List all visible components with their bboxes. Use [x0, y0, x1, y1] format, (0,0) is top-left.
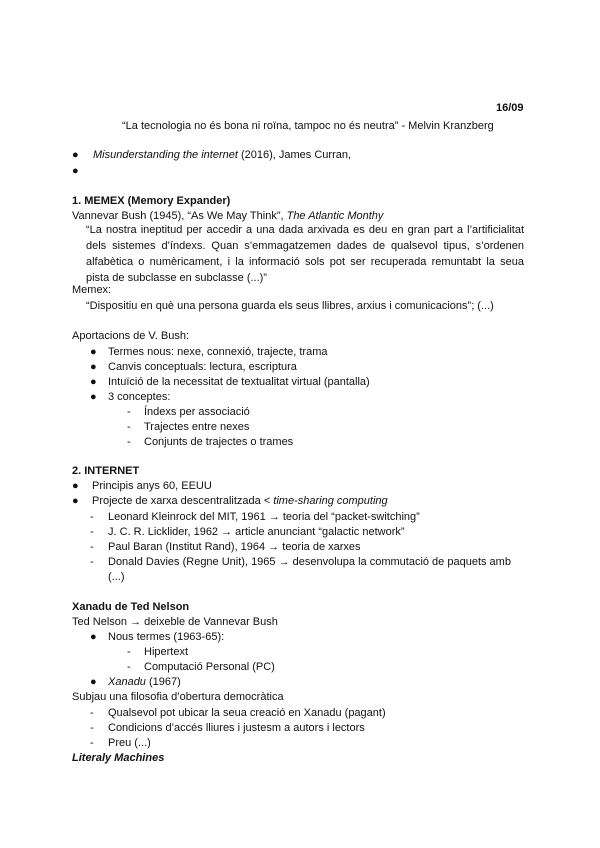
section-heading-memex: 1. MEMEX (Memory Expander): [72, 195, 231, 207]
sublist-item: Leonard Kleinrock del MIT, 1961 → teoria del “packet-switching”: [108, 511, 420, 523]
list-item: Nous termes (1963-65):: [108, 631, 225, 643]
memex-quote: “La nostra ineptitud per accedir a una dada arxivada es deu en gran part a l’artificialitat dels sistemes d’índexs. Quan s’emmagatzemen dades de qualsevol tipus, s’ordenen alfabètica o numèricament, i la informació sols pot ser recuperada remuntabt la seua pista de subclasse en subclasse (...)”: [86, 224, 524, 284]
list-item: Termes nous: nexe, connexió, trajecte, trama: [108, 346, 328, 358]
list-item: [92, 495, 388, 507]
bullet-icon: ●: [90, 346, 97, 358]
sublist-item: Paul Baran (Institut Rand), 1964 → teoria de xarxes: [108, 541, 361, 553]
list-item: 3 conceptes:: [108, 391, 171, 403]
reference-item: [93, 149, 351, 161]
bullet-icon: ●: [90, 361, 97, 373]
bullet-icon: ●: [90, 676, 97, 688]
section-heading-xanadu: Xanadu de Ted Nelson: [72, 601, 190, 613]
sublist-item: Condicions d’accés lliures i justesm a autors i lectors: [108, 722, 365, 734]
list-item-text: (1967): [145, 676, 181, 688]
list-item-italic: Xanadu: [108, 676, 146, 688]
dash-icon: -: [127, 406, 131, 418]
epigraph: “La tecnologia no és bona ni roïna, tampoc no és neutra” - Melvin Kranzberg: [122, 120, 494, 132]
list-item: Intuïció de la necessitat de textualitat virtual (pantalla): [108, 376, 370, 388]
dash-icon: -: [127, 421, 131, 433]
sublist-item: Hipertext: [144, 646, 189, 658]
bullet-icon: ●: [90, 391, 97, 403]
sublist-item: J. C. R. Licklider, 1962 → article anunciant “galactic network”: [108, 526, 405, 538]
sublist-item: Índexs per associació: [144, 406, 250, 418]
date: 16/09: [496, 102, 524, 114]
citation-author: Vannevar Bush (1945), “As We May Think”,: [72, 210, 287, 222]
dash-icon: -: [90, 722, 94, 734]
contributions-label: Aportacions de V. Bush:: [72, 330, 190, 342]
bullet-icon: ●: [72, 480, 79, 492]
citation: [72, 210, 383, 222]
list-item: Principis anys 60, EEUU: [92, 480, 212, 492]
book-title: Literaly Machines: [72, 752, 165, 764]
sublist-item: Qualsevol pot ubicar la seua creació en Xanadu (pagant): [108, 707, 386, 719]
dash-icon: -: [127, 436, 131, 448]
dash-icon: -: [127, 646, 131, 658]
xanadu-intro: Ted Nelson → deixeble de Vannevar Bush: [72, 616, 278, 628]
bullet-icon: ●: [72, 165, 79, 177]
bullet-icon: ●: [90, 376, 97, 388]
memex-label: Memex:: [72, 284, 112, 296]
dash-icon: -: [90, 511, 94, 523]
dash-icon: -: [127, 661, 131, 673]
xanadu-philosophy: Subjau una filosofia d’obertura democràtica: [72, 691, 284, 703]
sublist-item: Conjunts de trajectes o trames: [144, 436, 294, 448]
reference-rest: (2016), James Curran,: [237, 149, 352, 161]
dash-icon: -: [90, 541, 94, 553]
list-item: [108, 676, 181, 688]
sublist-item: Trajectes entre nexes: [144, 421, 250, 433]
list-item-italic: time-sharing computing: [273, 495, 388, 507]
list-item: Canvis conceptuals: lectura, escriptura: [108, 361, 297, 373]
sublist-item: Donald Davies (Regne Unit), 1965 → desenvolupa la commutació de paquets amb: [108, 556, 511, 568]
list-item-text: Projecte de xarxa descentralitzada <: [92, 495, 274, 507]
citation-journal: The Atlantic Monthy: [286, 210, 384, 222]
memex-definition: “Dispositiu en què una persona guarda els seus llibres, arxius i comunicacions”; (...): [86, 300, 494, 312]
bullet-icon: ●: [72, 495, 79, 507]
bullet-icon: ●: [90, 631, 97, 643]
dash-icon: -: [90, 707, 94, 719]
dash-icon: -: [90, 556, 94, 568]
bullet-icon: ●: [72, 149, 79, 161]
dash-icon: -: [90, 737, 94, 749]
section-heading-internet: 2. INTERNET: [72, 465, 140, 477]
reference-title: Misunderstanding the internet: [93, 149, 238, 161]
sublist-item-continuation: (...): [108, 571, 125, 583]
sublist-item: Preu (...): [108, 737, 151, 749]
sublist-item: Computació Personal (PC): [144, 661, 275, 673]
dash-icon: -: [90, 526, 94, 538]
